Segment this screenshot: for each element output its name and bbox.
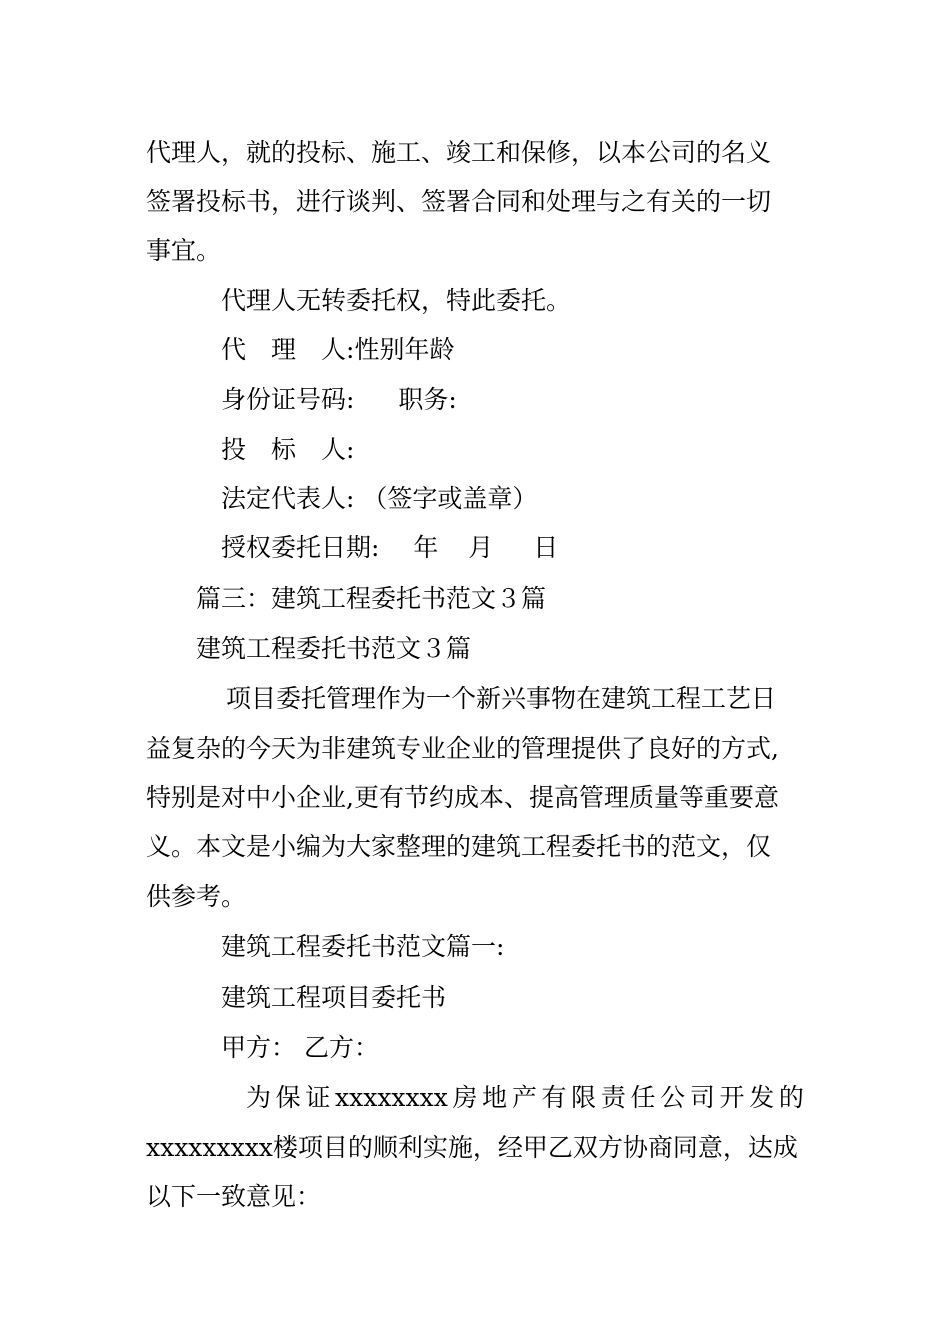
section-subtitle: 建筑工程委托书范文３篇 [196,634,472,663]
agent-label: 代 理 人: [221,335,355,364]
para-line: 签署投标书，进行谈判、签署合同和处理与之有关的一切 [146,187,772,216]
purpose-word: 保 [275,1083,301,1112]
purpose-word: 发 [749,1083,775,1112]
purpose-word: 开 [719,1083,745,1112]
date-year: 年 [413,533,439,562]
auth-date-label: 授权委托日期: [221,533,380,562]
purpose-line-1 [246,1083,804,1113]
purpose-word: 公 [660,1083,686,1112]
date-day: 日 [533,533,559,562]
no-transfer-statement: 代理人无转委托权，特此委托。 [221,286,572,315]
purpose-word: 有 [541,1083,567,1112]
intro-line: 特别是对中小企业,更有节约成本、提高管理质量等重要意 [146,783,779,812]
parties-line [221,1033,379,1063]
date-month: 月 [468,533,494,562]
party-a-label: 甲方： [221,1033,297,1062]
purpose-word: 为 [246,1083,272,1112]
auth-date-line [221,533,558,563]
bidder-label: 投 标 人: [221,435,355,464]
chapter-heading: 篇三：建筑工程委托书范文３篇 [196,584,547,613]
intro-line: 项目委托管理作为一个新兴事物在建筑工程工艺日 [226,684,777,713]
purpose-line-2: xxxxxxxxx楼项目的顺利实施，经甲乙双方协商同意，达成 [146,1133,798,1162]
contract-title: 建筑工程项目委托书 [221,983,447,1012]
para-line: 代理人，就的投标、施工、竣工和保修，以本公司的名义 [146,138,772,167]
purpose-word: 证 [305,1083,331,1112]
legal-rep-line [221,484,537,514]
purpose-word: 任 [630,1083,656,1112]
purpose-word: 地 [482,1083,508,1112]
para-line: 事宜。 [146,236,222,265]
agent-line [221,335,454,365]
purpose-word: 责 [600,1083,626,1112]
position-label: 职务: [398,385,457,414]
id-label: 身份证号码: [221,385,355,414]
purpose-word: 限 [571,1083,597,1112]
agent-fields: 性别年龄 [354,335,455,364]
legal-rep-label: 法定代表人: [221,484,355,513]
intro-line: 供参考。 [146,882,247,911]
intro-line: 义。本文是小编为大家整理的建筑工程委托书的范文，仅 [146,832,772,861]
example-heading: 建筑工程委托书范文篇一: [221,932,505,961]
party-b-label: 乙方： [303,1033,379,1062]
legal-rep-note: （签字或盖章） [362,484,538,513]
purpose-word: 产 [511,1083,537,1112]
purpose-word: 房 [452,1083,478,1112]
purpose-line-3: 以下一致意见： [146,1182,322,1211]
purpose-word: 司 [689,1083,715,1112]
purpose-word: xxxxxxxx [335,1083,448,1112]
purpose-word: 的 [778,1083,804,1112]
intro-line: 益复杂的今天为非建筑专业企业的管理提供了良好的方式, [146,734,779,763]
id-line [221,385,457,415]
